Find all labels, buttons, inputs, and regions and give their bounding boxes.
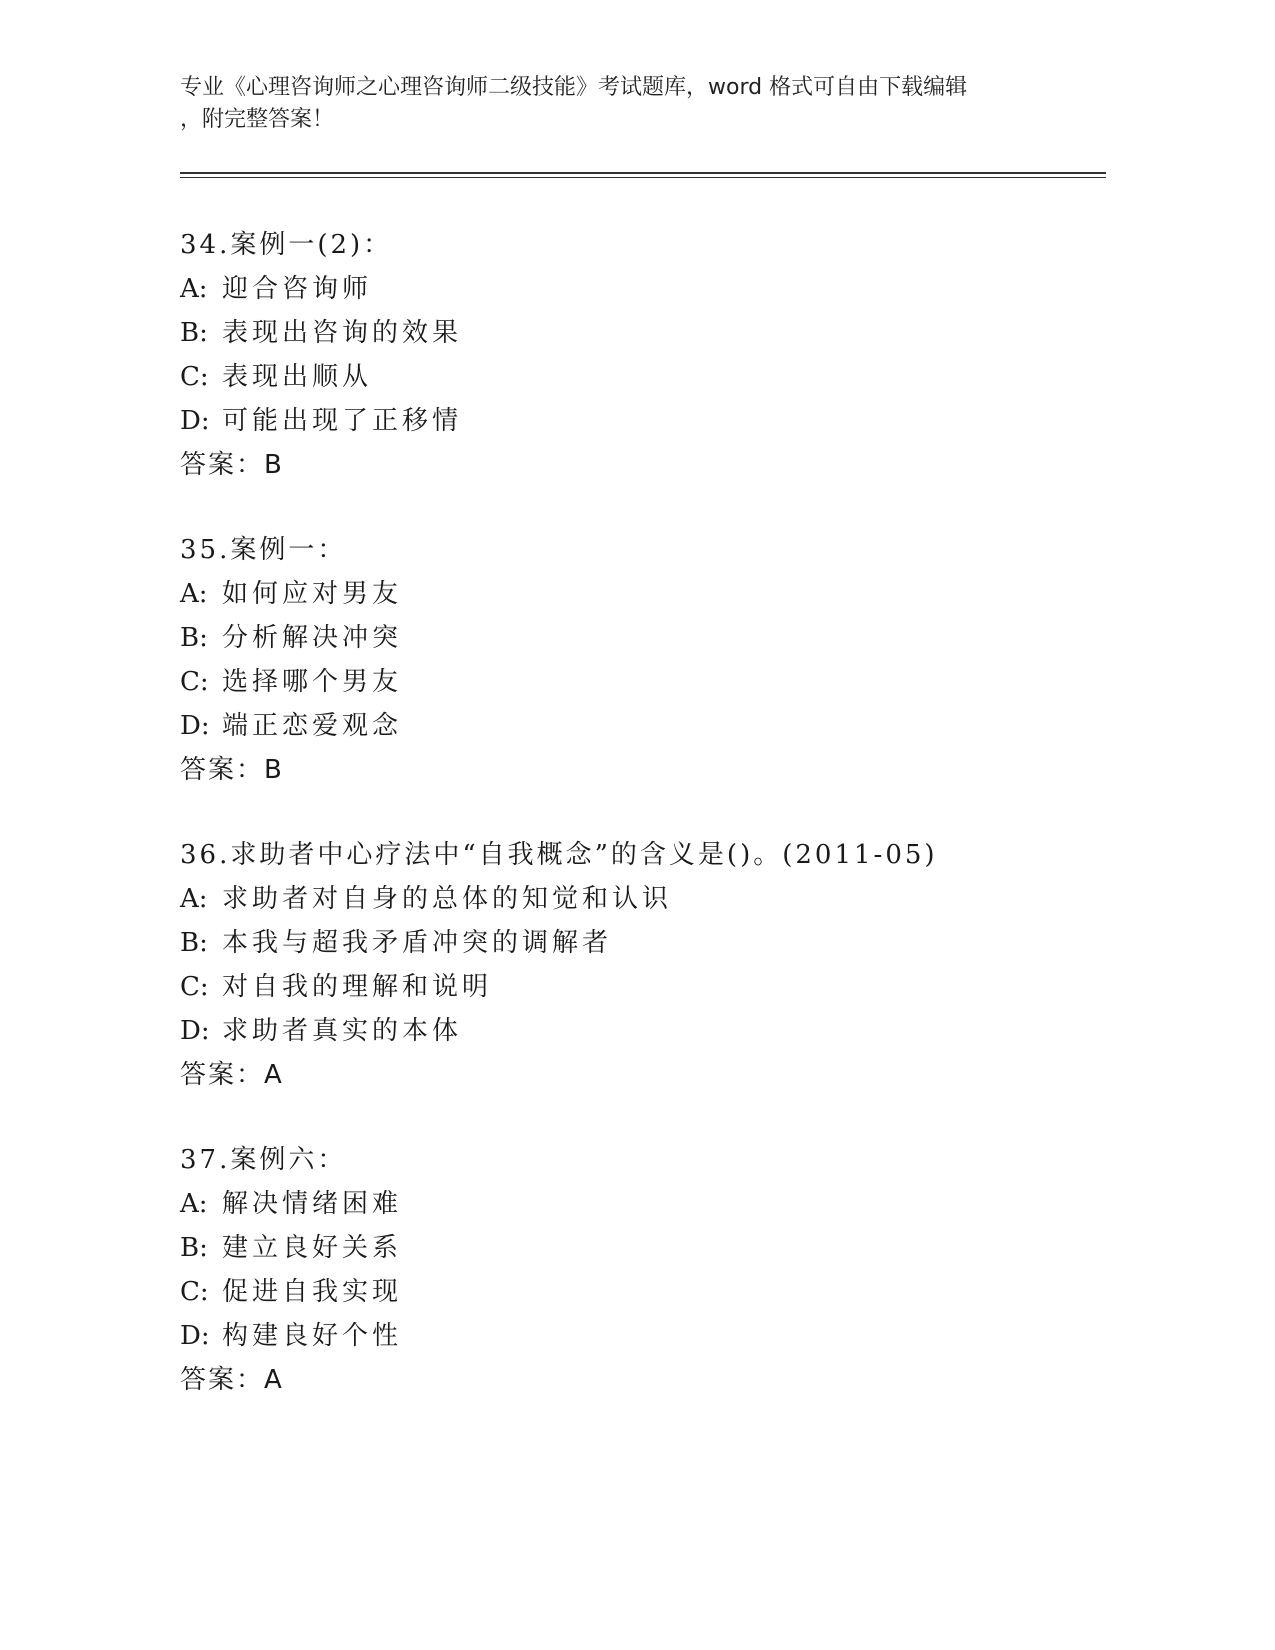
option-text: 端正恋爱观念 <box>222 711 403 741</box>
question-34 <box>180 223 1080 487</box>
option-text: 求助者真实的本体 <box>222 1016 463 1046</box>
question-stem: 35.案例一： <box>180 535 347 565</box>
option-b <box>180 616 1080 660</box>
option-text: 促进自我实现 <box>222 1277 403 1307</box>
option-letter: B: <box>180 1233 208 1263</box>
answer-line: 答案：B <box>180 450 284 480</box>
header-divider-thin <box>180 177 1106 178</box>
answer-line: 答案：B <box>180 755 284 785</box>
option-letter: C: <box>180 362 209 392</box>
option-letter: D: <box>180 1321 210 1351</box>
question-35 <box>180 528 1080 792</box>
option-d <box>180 1314 1080 1358</box>
option-d <box>180 1009 1080 1053</box>
question-36 <box>180 833 1080 1097</box>
option-b <box>180 1226 1080 1270</box>
option-a <box>180 1182 1080 1226</box>
option-letter: C: <box>180 1277 209 1307</box>
option-letter: B: <box>180 623 208 653</box>
option-text: 选择哪个男友 <box>222 667 403 697</box>
option-text: 求助者对自身的总体的知觉和认识 <box>222 884 673 914</box>
option-text: 如何应对男友 <box>222 579 403 609</box>
option-c <box>180 660 1080 704</box>
option-text: 表现出顺从 <box>222 362 373 392</box>
option-text: 表现出咨询的效果 <box>222 318 463 348</box>
option-text: 解决情绪困难 <box>222 1189 403 1219</box>
option-d <box>180 399 1080 443</box>
header-line-1: 专业《心理咨询师之心理咨询师二级技能》考试题库，word 格式可自由下载编辑 <box>180 75 968 100</box>
option-b <box>180 311 1080 355</box>
document-header <box>180 72 1080 136</box>
option-b <box>180 921 1080 965</box>
option-text: 可能出现了正移情 <box>222 406 463 436</box>
answer-line: 答案：A <box>180 1365 284 1395</box>
question-stem: 34.案例一(2)： <box>180 230 393 260</box>
option-c <box>180 355 1080 399</box>
option-letter: B: <box>180 318 208 348</box>
option-letter: A: <box>180 579 208 609</box>
option-letter: A: <box>180 274 208 304</box>
answer-line: 答案：A <box>180 1060 284 1090</box>
option-c <box>180 1270 1080 1314</box>
option-text: 对自我的理解和说明 <box>222 972 493 1002</box>
option-a <box>180 877 1080 921</box>
option-letter: C: <box>180 972 209 1002</box>
option-letter: A: <box>180 1189 208 1219</box>
question-37 <box>180 1138 1080 1402</box>
option-letter: B: <box>180 928 208 958</box>
option-text: 本我与超我矛盾冲突的调解者 <box>222 928 613 958</box>
question-stem: 36.求助者中心疗法中“自我概念”的含义是()。(2011-05) <box>180 840 938 870</box>
option-a <box>180 267 1080 311</box>
option-text: 构建良好个性 <box>222 1321 403 1351</box>
option-a <box>180 572 1080 616</box>
option-letter: D: <box>180 406 210 436</box>
option-letter: A: <box>180 884 208 914</box>
option-c <box>180 965 1080 1009</box>
option-letter: D: <box>180 711 210 741</box>
option-text: 分析解决冲突 <box>222 623 403 653</box>
option-letter: D: <box>180 1016 210 1046</box>
question-stem: 37.案例六： <box>180 1145 347 1175</box>
option-d <box>180 704 1080 748</box>
option-text: 建立良好关系 <box>222 1233 403 1263</box>
header-line-2: ，附完整答案！ <box>180 107 335 132</box>
option-letter: C: <box>180 667 209 697</box>
header-divider-thick <box>180 172 1106 174</box>
option-text: 迎合咨询师 <box>222 274 373 304</box>
